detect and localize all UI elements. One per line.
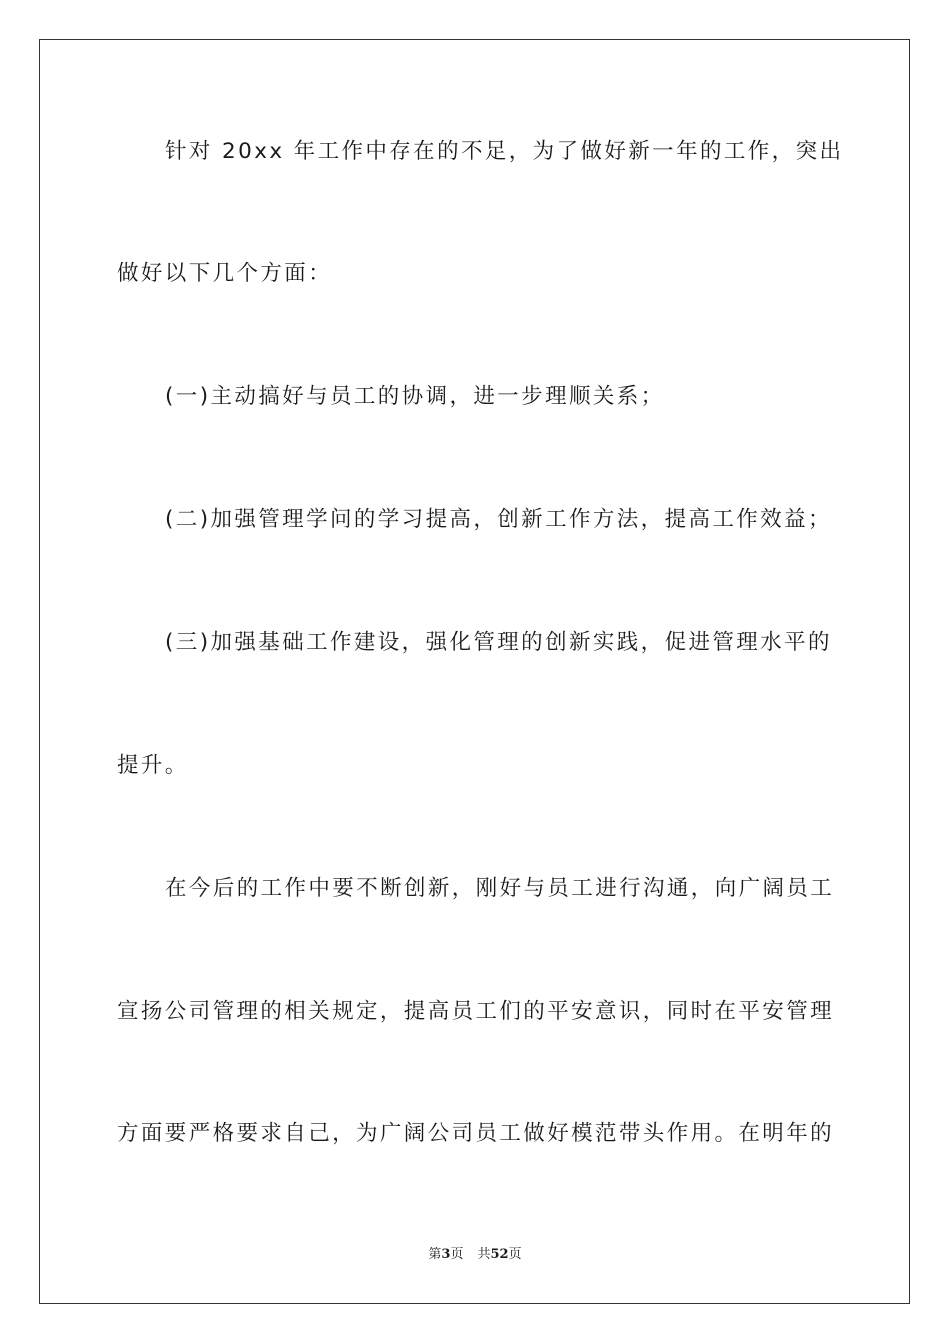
total-suffix: 页 xyxy=(508,1247,522,1262)
page-prefix: 第 xyxy=(428,1247,442,1262)
paragraph-line-4: (二)加强管理学问的学习提高，创新工作方法，提高工作效益； xyxy=(165,507,832,532)
paragraph-line-1: 针对 20xx 年工作中存在的不足，为了做好新一年的工作，突出 xyxy=(165,139,844,164)
page-footer xyxy=(0,1246,950,1264)
page-suffix: 页 xyxy=(450,1247,464,1262)
paragraph-line-9: 方面要严格要求自己，为广阔公司员工做好模范带头作用。在明年的 xyxy=(117,1121,835,1146)
paragraph-line-6: 提升。 xyxy=(117,753,189,778)
paragraph-line-8: 宣扬公司管理的相关规定，提高员工们的平安意识，同时在平安管理 xyxy=(117,999,835,1024)
paragraph-line-5: (三)加强基础工作建设，强化管理的创新实践，促进管理水平的 xyxy=(165,630,832,655)
paragraph-line-3: (一)主动搞好与员工的协调，进一步理顺关系； xyxy=(165,384,665,409)
page-number: 3 xyxy=(441,1247,451,1262)
page-border xyxy=(39,39,910,1304)
paragraph-line-2: 做好以下几个方面： xyxy=(117,261,333,286)
paragraph-line-7: 在今后的工作中要不断创新，刚好与员工进行沟通，向广阔员工 xyxy=(165,876,835,901)
total-prefix: 共 xyxy=(477,1247,491,1262)
total-pages: 52 xyxy=(490,1247,509,1262)
